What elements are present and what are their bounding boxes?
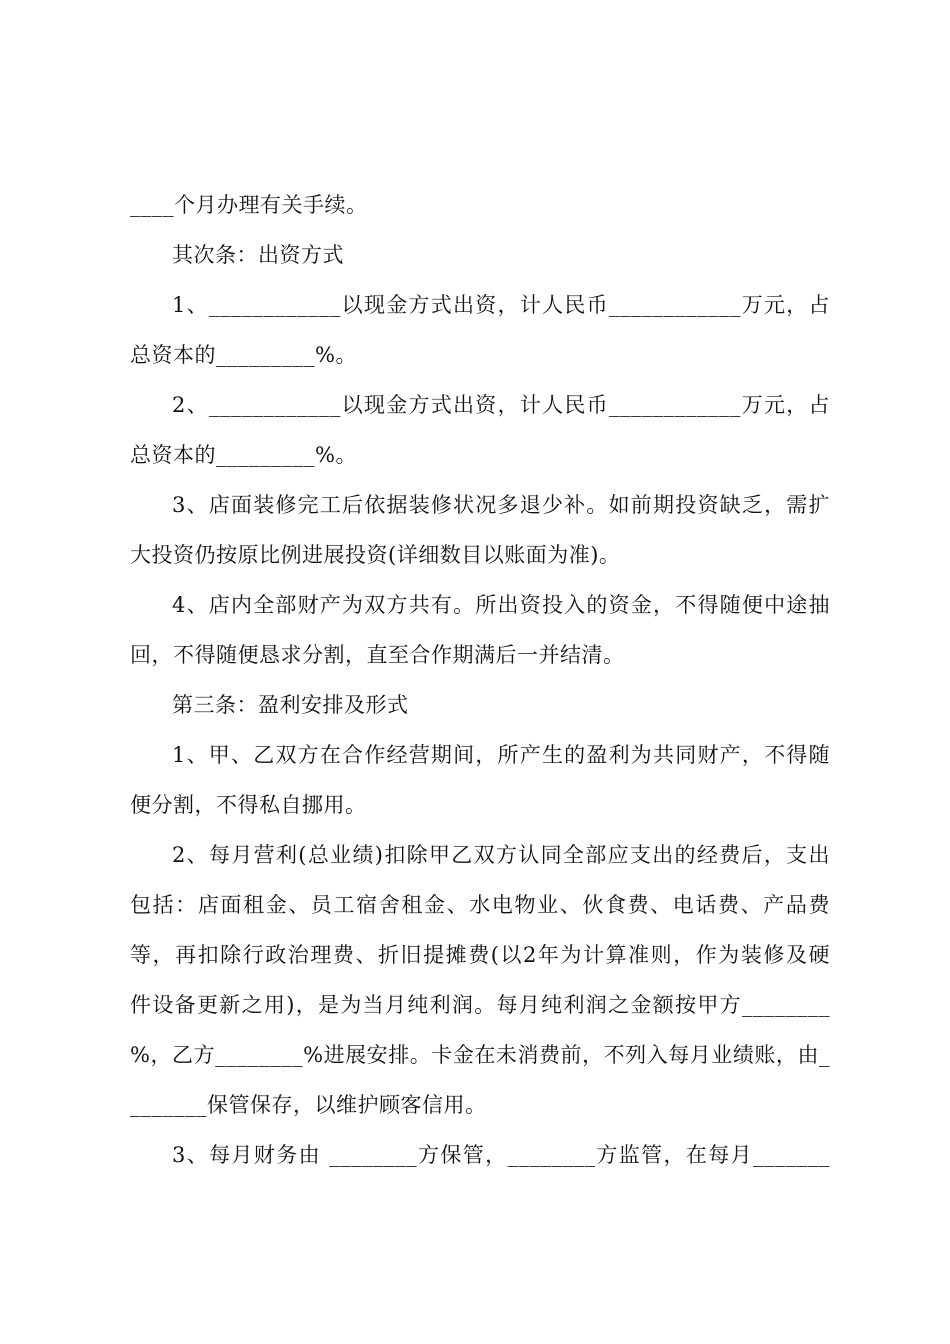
- text-line: 包括：店面租金、员工宿舍租金、水电物业、伙食费、电话费、产品费: [130, 893, 830, 917]
- text-line: 大投资仍按原比例进展投资(详细数目以账面为准)。: [130, 543, 621, 567]
- text-line: 件设备更新之用)，是为当月纯利润。每月纯利润之金额按甲方________: [130, 993, 830, 1017]
- section-heading: 第三条：盈利安排及形式: [172, 693, 409, 717]
- text-line: 总资本的_________%。: [130, 443, 357, 467]
- text-line: 2、每月营利(总业绩)扣除甲乙双方认同全部应支出的经费后，支出: [172, 843, 830, 867]
- text-line: 2、____________以现金方式出资，计人民币____________万元，占: [172, 393, 830, 417]
- text-line: 1、甲、乙双方在合作经营期间，所产生的盈利为共同财产，不得随: [172, 743, 830, 767]
- text-line: 总资本的_________%。: [130, 343, 357, 367]
- text-line: 回，不得随便恳求分割，直至合作期满后一并结清。: [130, 643, 625, 667]
- text-line: 1、____________以现金方式出资，计人民币____________万元，占: [172, 293, 830, 317]
- text-line: 4、店内全部财产为双方共有。所出资投入的资金，不得随便中途抽: [172, 593, 830, 617]
- text-line: 3、店面装修完工后依据装修状况多退少补。如前期投资缺乏，需扩: [172, 493, 830, 517]
- section-heading: 其次条：出资方式: [172, 243, 344, 267]
- text-line: 等，再扣除行政治理费、折旧提摊费(以2年为计算准则，作为装修及硬: [130, 943, 830, 967]
- text-line: _______保管保存，以维护顾客信用。: [130, 1093, 487, 1117]
- text-line: %，乙方________%进展安排。卡金在未消费前，不列入每月业绩账，由_: [130, 1043, 830, 1067]
- text-line: 3、每月财务由 ________方保管，________方监管，在每月_______: [172, 1143, 830, 1167]
- text-line: ____个月办理有关手续。: [130, 193, 368, 217]
- text-line: 便分割，不得私自挪用。: [130, 793, 367, 817]
